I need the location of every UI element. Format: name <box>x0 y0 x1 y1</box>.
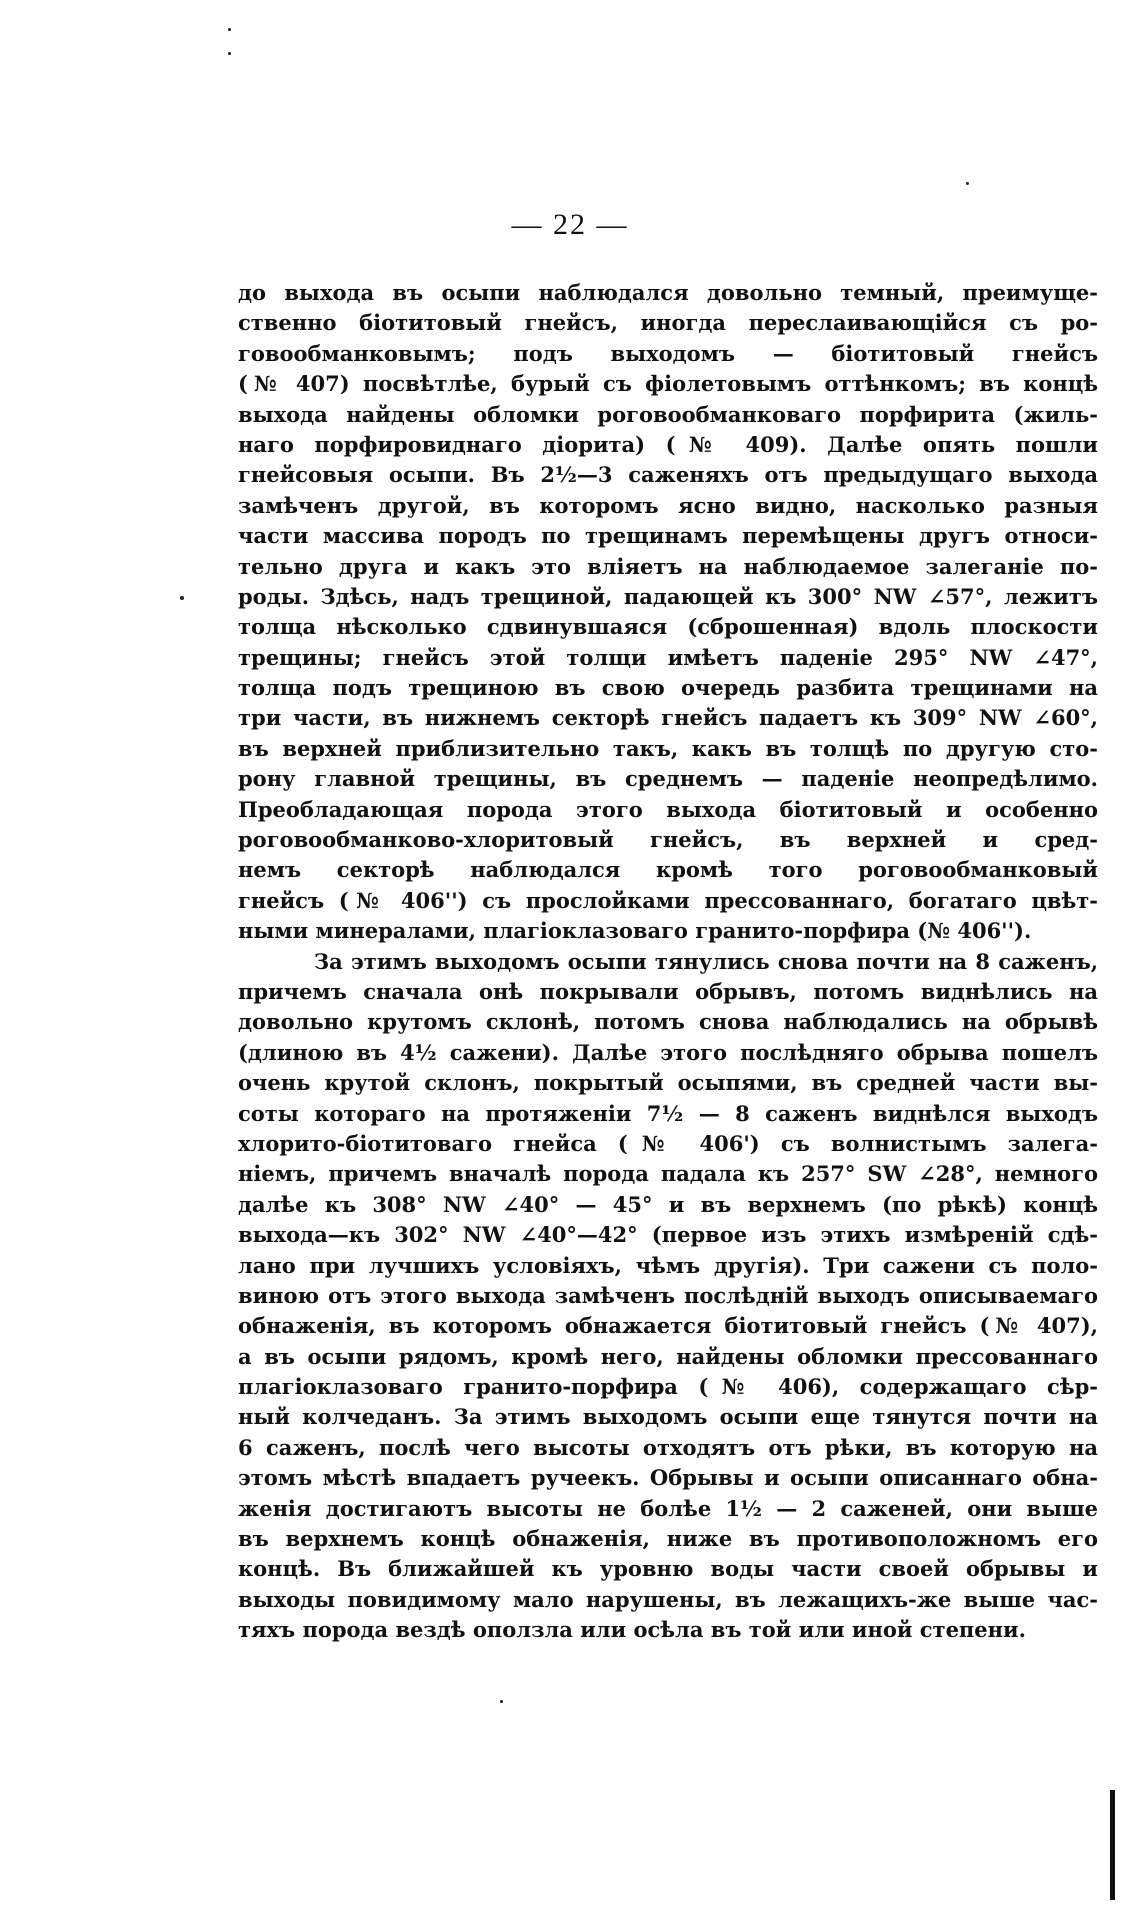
scan-speck <box>966 182 969 185</box>
text-line: За этимъ выходомъ осыпи тянулись снова почти на 8 саженъ, <box>314 948 1098 974</box>
text-line: соты котораго на протяженіи 7½ — 8 саженъ виднѣлся выходъ <box>238 1100 1098 1126</box>
text-line: тяхъ порода вездѣ оползла или осѣла въ той или иной степени. <box>238 1617 1026 1643</box>
paragraph-1 <box>238 278 1098 947</box>
text-line: Преобладающая порода этого выхода біотитовый и особенно <box>238 796 1098 822</box>
text-line: очень крутой склонъ, покрытый осыпями, въ средней части вы- <box>238 1070 1098 1096</box>
text-line: до выхода въ осыпи наблюдался довольно темный, преимуще- <box>238 280 1098 305</box>
scan-edge-mark <box>1110 1790 1115 1900</box>
scan-speck <box>228 52 231 55</box>
text-line: роды. Здѣсь, надъ трещиной, падающей къ 300° NW ∠57°, лежитъ <box>238 583 1098 609</box>
text-line: причемъ сначала онѣ покрывали обрывъ, потомъ виднѣлись на <box>238 978 1098 1004</box>
text-line: виною отъ этого выхода замѣченъ послѣдній выходъ описываемаго <box>238 1282 1098 1308</box>
body-text <box>238 278 1098 1646</box>
text-line: далѣе къ 308° NW ∠40° — 45° и въ верхнемъ (по рѣкѣ) концѣ <box>238 1191 1098 1217</box>
scan-speck <box>228 28 231 31</box>
text-line: обнаженія, въ которомъ обнажается біотитовый гнейсъ (№ 407), <box>238 1313 1098 1339</box>
paragraph-2 <box>238 947 1098 1646</box>
text-line: хлорито-біотитоваго гнейса (№ 406') съ волнистымъ залега- <box>238 1130 1098 1156</box>
text-line: ніемъ, причемъ вначалѣ порода падала къ 257° SW ∠28°, немного <box>238 1161 1098 1187</box>
text-line: три части, въ нижнемъ секторѣ гнейсъ падаетъ къ 309° NW ∠60°, <box>238 705 1098 731</box>
scan-speck <box>500 1700 503 1703</box>
text-line: роговообманково-хлоритовый гнейсъ, въ верхней и сред- <box>238 827 1098 853</box>
page-number: — 22 — <box>511 208 629 241</box>
text-line: толща подъ трещиною въ свою очередь разбита трещинами на <box>238 675 1098 701</box>
text-line: (№ 407) посвѣтлѣе, бурый съ фіолетовымъ оттѣнкомъ; въ концѣ <box>238 371 1098 397</box>
text-line: рону главной трещины, въ среднемъ — паденіе неопредѣлимо. <box>238 766 1098 792</box>
text-line: ными минералами, плагіоклазоваго гранито-порфира (№ 406''). <box>238 918 1032 944</box>
text-line: гнейсъ (№ 406'') съ прослойками прессованнаго, богатаго цвѣт- <box>238 887 1098 913</box>
text-line: толща нѣсколько сдвинувшаяся (сброшенная) вдоль плоскости <box>238 614 1098 640</box>
text-line: немъ секторѣ наблюдался кромѣ того роговообманковый <box>238 857 1098 883</box>
text-line: (длиною въ 4½ сажени). Далѣе этого послѣдняго обрыва пошелъ <box>238 1039 1098 1065</box>
text-line: части массива породъ по трещинамъ перемѣщены другъ относи- <box>238 523 1098 549</box>
text-line: 6 саженъ, послѣ чего высоты отходятъ отъ рѣки, въ которую на <box>238 1434 1098 1460</box>
text-line: наго порфировиднаго діорита) (№ 409). Далѣе опять пошли <box>238 431 1098 457</box>
text-line: ный колчеданъ. За этимъ выходомъ осыпи еще тянутся почти на <box>238 1404 1098 1430</box>
text-line: гнейсовыя осыпи. Въ 2½—3 саженяхъ отъ предыдущаго выхода <box>238 462 1098 488</box>
text-line: выхода найдены обломки роговообманковаго порфирита (жиль- <box>238 401 1098 427</box>
text-line: довольно крутомъ склонѣ, потомъ снова наблюдались на обрывѣ <box>238 1009 1098 1035</box>
text-line: въ верхнемъ концѣ обнаженія, ниже въ противоположномъ его <box>238 1526 1098 1552</box>
text-line: трещины; гнейсъ этой толщи имѣетъ паденіе 295° NW ∠47°, <box>238 644 1098 670</box>
text-line: лано при лучшихъ условіяхъ, чѣмъ другія). Три сажени съ поло- <box>238 1252 1098 1278</box>
text-line: въ верхней приблизительно такъ, какъ въ толщѣ по другую сто- <box>238 735 1098 761</box>
text-line: говообманковымъ; подъ выходомъ — біотитовый гнейсъ <box>238 340 1098 366</box>
text-line: плагіоклазоваго гранито-порфира (№ 406), содержащаго сѣр- <box>238 1374 1098 1400</box>
text-line: ственно біотитовый гнейсъ, иногда переслаивающійся съ ро- <box>238 310 1098 336</box>
text-line: выхода—къ 302° NW ∠40°—42° (первое изъ этихъ измѣреній сдѣ- <box>238 1222 1098 1248</box>
text-line: женія достигаютъ высоты не болѣе 1½ — 2 саженей, они выше <box>238 1495 1098 1521</box>
scan-speck <box>180 596 184 600</box>
text-line: тельно друга и какъ это вліяетъ на наблюдаемое залеганіе по- <box>238 553 1098 579</box>
text-line: концѣ. Въ ближайшей къ уровню воды части своей обрывы и <box>238 1556 1098 1582</box>
text-line: замѣченъ другой, въ которомъ ясно видно, насколько разныя <box>238 492 1098 518</box>
text-line: этомъ мѣстѣ впадаетъ ручеекъ. Обрывы и осыпи описаннаго обна- <box>238 1465 1098 1491</box>
text-line: выходы повидимому мало нарушены, въ лежащихъ-же выше час- <box>238 1586 1098 1612</box>
text-line: а въ осыпи рядомъ, кромѣ него, найдены обломки прессованнаго <box>238 1343 1098 1369</box>
